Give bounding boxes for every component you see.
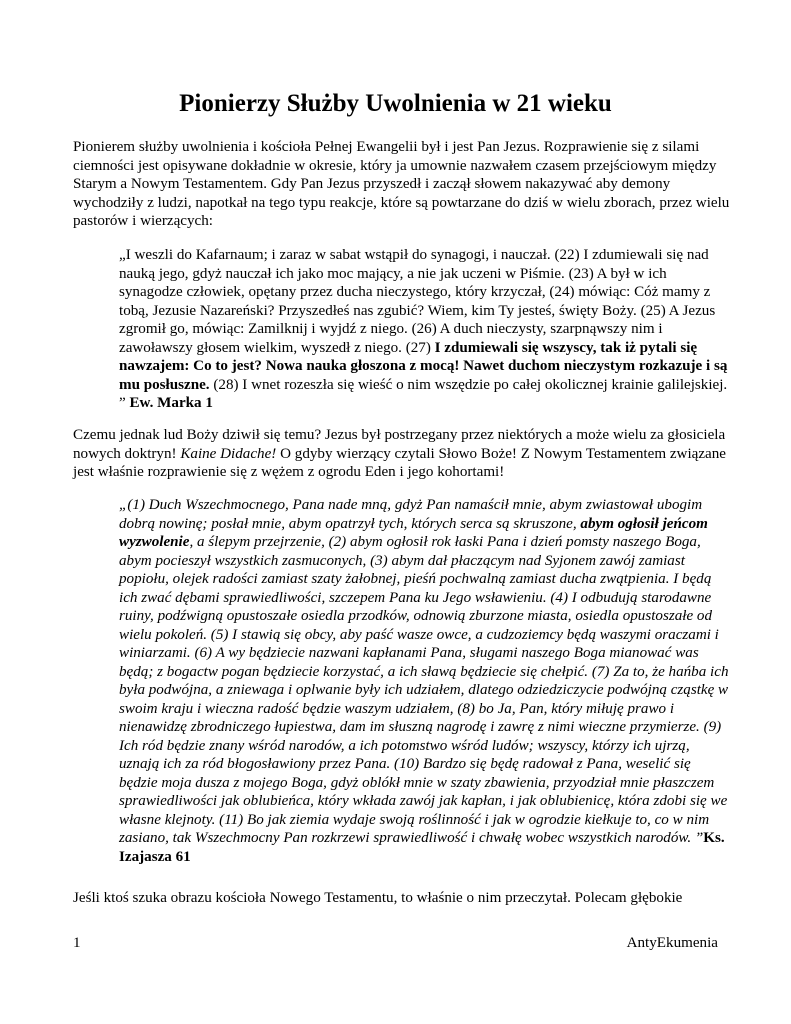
paragraph-2-text-a: Czemu jednak lud Boży dziwił się temu? Jezus był postrzegany przez niektórych a może wielu za głosiciela nowych doktryn! [73,427,726,462]
document-title: Pionierzy Służby Uwolnienia w 21 wieku [179,90,612,117]
quote-isaiah-61 [119,496,731,866]
intro-paragraph: Pionierem służby uwolnienia i kościoła Pełnej Ewangelii był i jest Pan Jezus. Rozprawienie się z silami ciemności jest opisywane dokładnie w okresie, który ja umownie nazwałem czasem przejściowym między Starym a Nowym Testamentem. Gdy Pan Jezus przyszedł i zaczął słowem nakazywać aby demony wychodziły z ludzi, napotkał na tego typu reakcje, które są powtarzane do dziś w wielu zborach, przez wielu pastorów i wierzących: [73,139,730,229]
third-paragraph: Jeśli ktoś szuka obrazu kościoła Nowego Testamentu, to właśnie o nim przeczytał. Polecam głębokie [73,890,683,906]
quote-mark-1 [119,246,731,413]
quote-2-reference: Ks. Izajasza 61 [119,830,725,865]
quote-1-text-b: (28) I wnet rozeszła się wieść o nim wszędzie po całej okolicznej krainie galilejskiej. ” [119,376,728,411]
second-paragraph [73,426,733,482]
paragraph-2-text-b: O gdyby wierzący czytali Słowo Boże! Z Nowym Testamentem związane jest właśnie rozprawienie się z wężem z ogrodu Eden i jego kohortami! [73,445,726,480]
quote-1-text-a: „I weszli do Kafarnaum; i zaraz w sabat wstąpił do synagogi, i nauczał. (22) I zdumiewali się nad nauką jego, gdyż nauczał ich jako moc mający, a nie jak uczeni w Piśmie. (23) A był w ich synagodze człowiek, opętany przez ducha nieczystego, który krzyczał, (24) mówiąc: Cóż mamy z tobą, Jezusie Nazareński? Przyszedłeś nas zgubić? Wiem, kim Ty jesteś, święty Boży. (25) A Jezus zgromił go, mówiąc: Zamilknij i wyjdź z niego. (26) A duch nieczysty, szarpnąwszy nim i zawoławszy głosem wielkim, wyszedł z niego. (27) [119,247,716,356]
page-number: 1 [73,935,81,951]
paragraph-2-italic: Kaine Didache! [180,445,277,462]
quote-1-reference: Ew. Marka 1 [129,395,213,411]
quote-1-bold-text: I zdumiewali się wszyscy, tak iż pytali się nawzajem: Co to jest? Nowa nauka głoszona z mocą! Nawet duchom nieczystym rozkazuje i są mu posłuszne. [119,339,728,393]
quote-2-bold-text: abym ogłosił jeńcom wyzwolenie [119,515,708,550]
footer-site-name: AntyEkumenia [626,935,718,951]
quote-2-text-b: , a ślepym przejrzenie, (2) abym ogłosił rok łaski Pana i dzień pomsty naszego Boga, abym pocieszył wszystkich zasmuconych, (3) abym dał płaczącym nad Syjonem zawój zamiast popiołu, olejek radości zamiast szaty żałobnej, pieśń pochwalną zamiast ducha zwątpienia. I będą ich zwać dębami sprawiedliwości, szczepem Pana ku Jego wsławieniu. (4) I odbudują starodawne ruiny, podźwigną opustoszałe osiedla przodków, odnowią zburzone miasta, osiedla opustoszałe od wielu pokoleń. (5) I stawią się obcy, aby paść wasze owce, a cudzoziemcy będą waszymi oraczami i winiarzami. (6) A wy będziecie nazwani kapłanami Pana, sługami naszego Boga mianować was będą; z bogactw pogan będziecie korzystać, a ich sławą będziecie się chełpić. (7) Za to, że hańba ich była podwójna, a zniewaga i oplwanie były ich udziałem, dlatego odziedziczycie podwójną cząstkę w swoim kraju i wieczna radość będzie waszym udziałem, (8) bo Ja, Pan, który miłuję prawo i nienawidzę zbrodniczego łupiestwa, dam im słuszną nagrodę i zawrę z nimi wieczne przymierze. (9) Ich ród będzie znany wśród narodów, a ich potomstwo wśród ludów; wszyscy, którzy ich ujrzą, uznają ich za ród błogosławiony przez Pana. (10) Bardzo się będę radował z Pana, weselić się będzie moja dusza z mojego Boga, gdyż oblókł mnie w szaty zbawienia, przyodział mnie płaszczem sprawiedliwości jak oblubieńca, który wkłada zawój jak kapłan, i jak oblubienicę, która zdobi się we własne klejnoty. (11) Bo jak ziemia wydaje swoją roślinność i jak w ogrodzie kiełkuje to, co w nim zasiano, tak Wszechmocny Pan rozkrzewi sprawiedliwość i chwałę wobec wszystkich narodów. ” [119,534,729,846]
quote-2-text-a: „(1) Duch Wszechmocnego, Pana nade mną, gdyż Pan namaścił mnie, abym zwiastował ubogim dobrą nowinę; posłał mnie, abym opatrzył tych, których serca są skruszone, [119,497,703,532]
